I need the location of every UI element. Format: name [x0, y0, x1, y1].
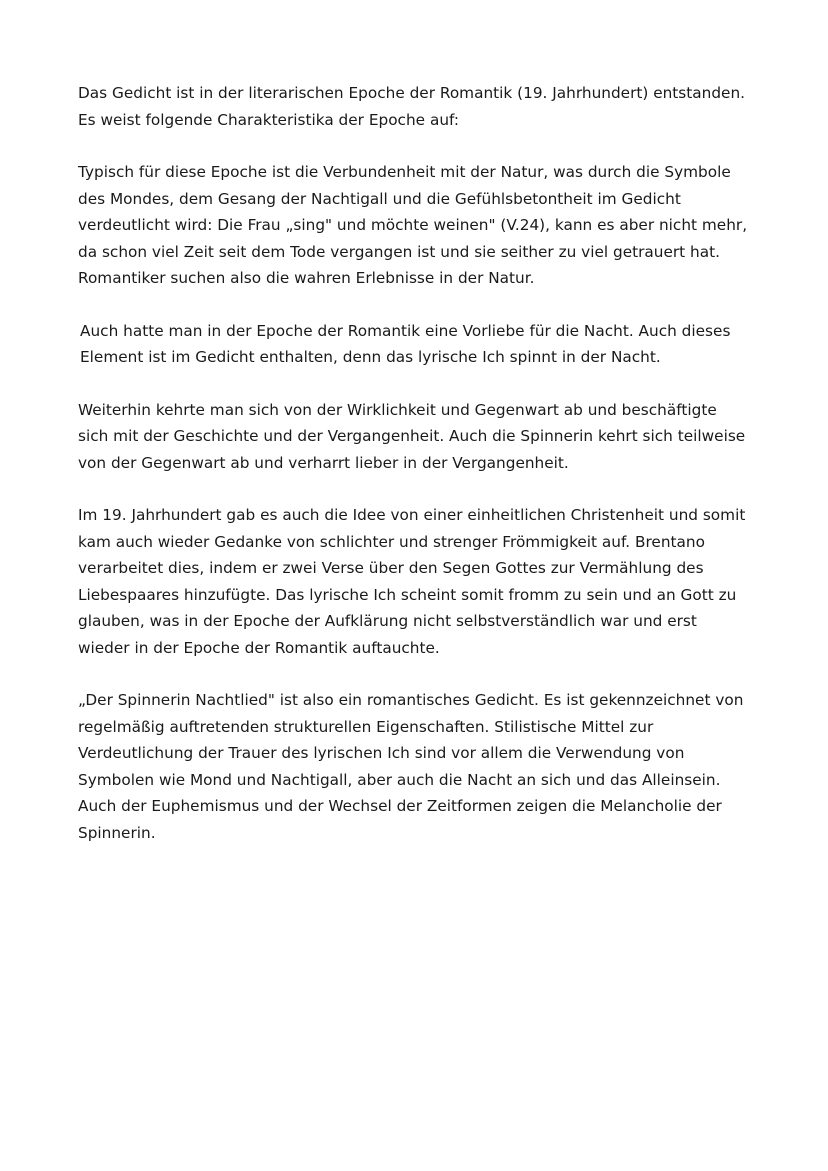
document-body — [78, 80, 750, 872]
paragraph-nature: Typisch für diese Epoche ist die Verbundenheit mit der Natur, was durch die Symbole des Mondes, dem Gesang der Nachtigall und die Gefühlsbetontheit im Gedicht verdeutlicht wird: Die Frau „sing" und möchte weinen" (V.24), kann es aber nicht mehr, da schon viel Zeit seit dem Tode vergangen ist und sie seither zu viel getrauert hat. Romantiker suchen also die wahren Erlebnisse in der Natur. — [78, 163, 748, 287]
paragraph-night: Auch hatte man in der Epoche der Romantik eine Vorliebe für die Nacht. Auch dieses Element ist im Gedicht enthalten, denn das lyrische Ich spinnt in der Nacht. — [80, 321, 731, 366]
paragraph-piety: Im 19. Jahrhundert gab es auch die Idee von einer einheitlichen Christenheit und somit kam auch wieder Gedanke von schlichter und strenger Frömmigkeit auf. Brentano verarbeitet dies, indem er zwei Verse über den Segen Gottes zur Vermählung des Liebespaares hinzufügte. Das lyrische Ich scheint somit fromm zu sein und an Gott zu glauben, was in der Epoche der Aufklärung nicht selbstverständlich war und erst wieder in der Epoche der Romantik auftauchte. — [78, 506, 746, 657]
paragraph-past: Weiterhin kehrte man sich von der Wirklichkeit und Gegenwart ab und beschäftigte sich mit der Geschichte und der Vergangenheit. Auch die Spinnerin kehrt sich teilweise von der Gegenwart ab und verharrt lieber in der Vergangenheit. — [78, 400, 746, 472]
paragraph-intro: Das Gedicht ist in der literarischen Epoche der Romantik (19. Jahrhundert) entstanden. Es weist folgende Charakteristika der Epoche auf: — [78, 84, 746, 129]
paragraph-conclusion: „Der Spinnerin Nachtlied" ist also ein romantisches Gedicht. Es ist gekennzeichnet von regelmäßig auftretenden strukturellen Eigenschaften. Stilistische Mittel zur Verdeutlichung der Trauer des lyrischen Ich sind vor allem die Verwendung von Symbolen wie Mond und Nachtigall, aber auch die Nacht an sich und das Alleinsein. Auch der Euphemismus und der Wechsel der Zeitformen zeigen die Melancholie der Spinnerin. — [78, 691, 744, 842]
